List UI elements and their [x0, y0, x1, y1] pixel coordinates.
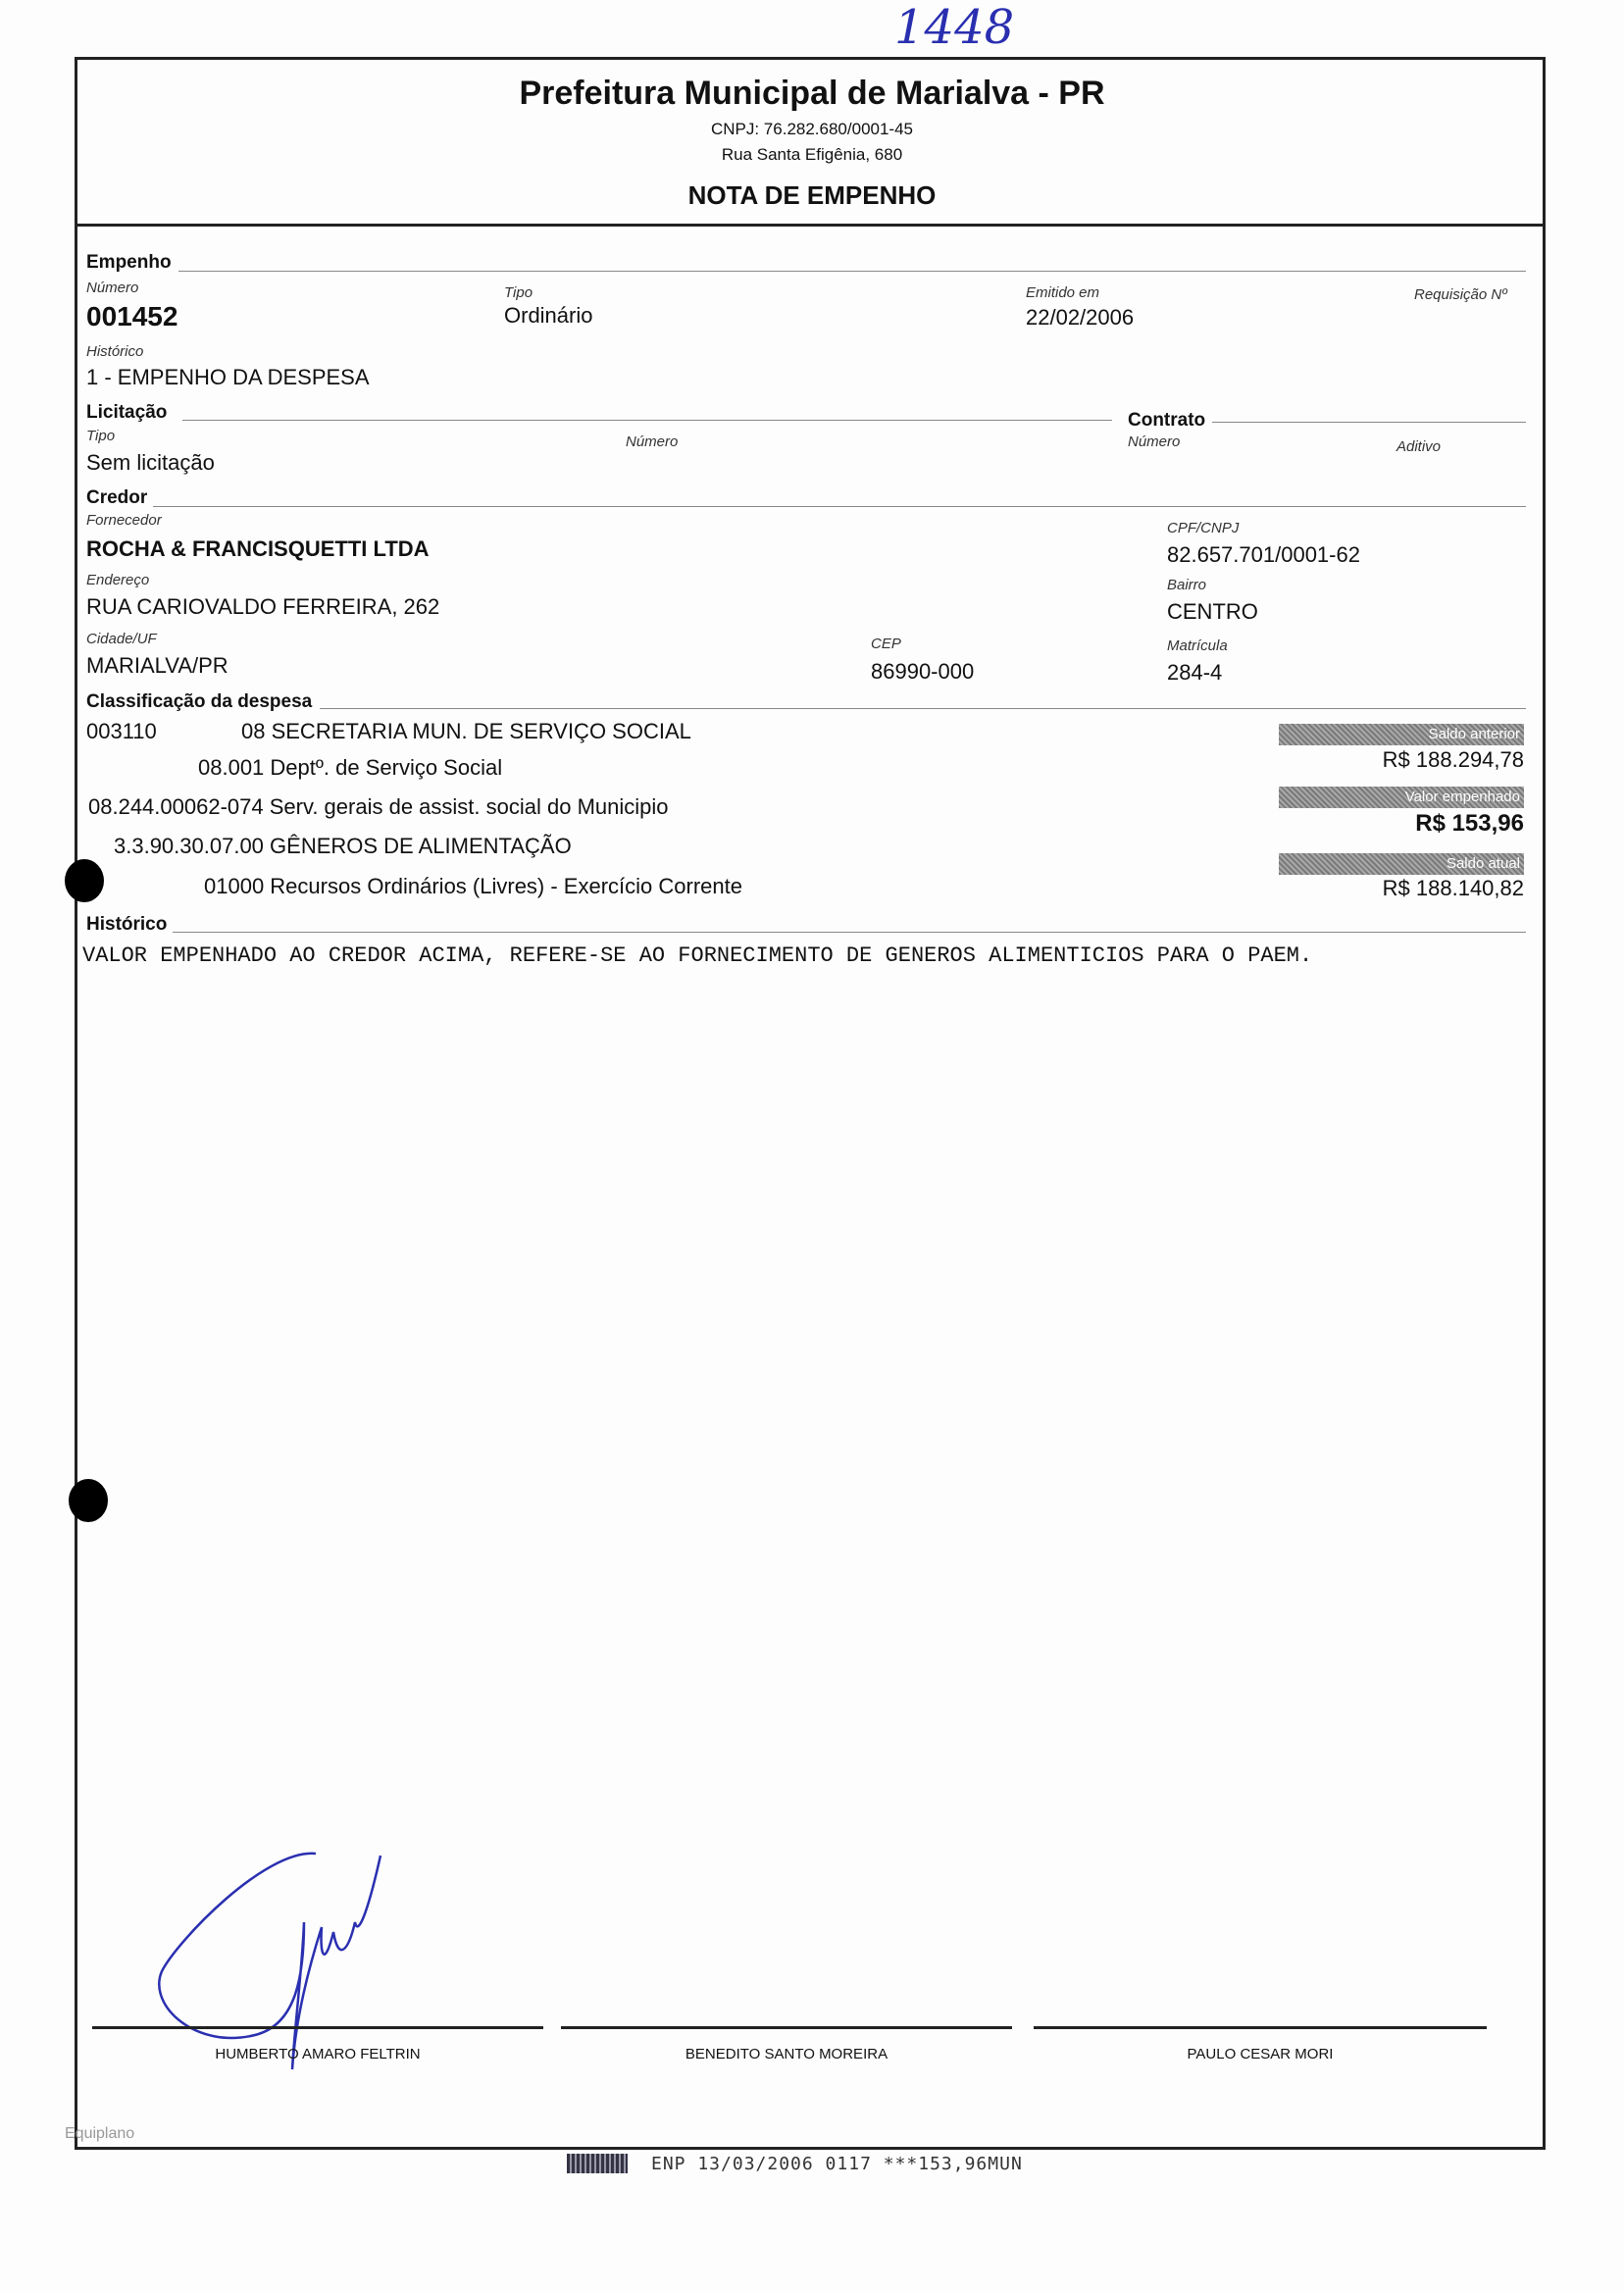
signatory-2: BENEDITO SANTO MOREIRA [685, 2046, 888, 2062]
endereco-value: RUA CARIOVALDO FERREIRA, 262 [86, 594, 440, 619]
section-rule [1212, 422, 1526, 423]
cnpj-text: CNPJ: 76.282.680/0001-45 [710, 120, 914, 138]
section-historico: Histórico [86, 914, 168, 935]
classificacao-code: 003110 [86, 719, 157, 743]
emitido-label: Emitido em [1026, 284, 1100, 301]
section-rule [178, 271, 1526, 272]
cpf-value: 82.657.701/0001-62 [1167, 542, 1360, 567]
classificacao-elemento: 3.3.90.30.07.00 GÊNEROS DE ALIMENTAÇÃO [114, 834, 572, 858]
section-contrato: Contrato [1128, 410, 1206, 431]
header-divider [75, 224, 1543, 227]
fornecedor-name: ROCHA & FRANCISQUETTI LTDA [86, 536, 430, 561]
section-rule [173, 932, 1526, 933]
matricula-label: Matrícula [1167, 637, 1228, 654]
bairro-label: Bairro [1167, 577, 1207, 593]
address-text: Rua Santa Efigênia, 680 [721, 145, 903, 164]
valor-empenhado-label: Valor empenhado [1279, 787, 1524, 808]
section-rule [182, 420, 1112, 421]
licitacao-numero-label: Número [626, 433, 679, 450]
contrato-numero-label: Número [1128, 433, 1181, 450]
empenho-numero: 001452 [86, 301, 178, 331]
handwritten-signature [147, 1834, 441, 2109]
valor-empenhado-value: R$ 153,96 [1415, 810, 1524, 837]
classificacao-secretaria: 08 SECRETARIA MUN. DE SERVIÇO SOCIAL [241, 719, 691, 743]
licitacao-tipo-label: Tipo [86, 428, 116, 444]
punch-hole [69, 1479, 108, 1522]
fornecedor-label: Fornecedor [86, 512, 162, 529]
contrato-aditivo-label: Aditivo [1396, 438, 1442, 455]
historico-label: Histórico [86, 343, 144, 360]
classificacao-funcional: 08.244.00062-074 Serv. gerais de assist. social do Municipio [88, 794, 669, 819]
cpf-label: CPF/CNPJ [1167, 520, 1240, 536]
licitacao-tipo: Sem licitação [86, 450, 215, 475]
section-rule [153, 506, 1526, 507]
signature-line [561, 2026, 1012, 2029]
page-title: Prefeitura Municipal de Marialva - PR [519, 75, 1105, 112]
bairro-value: CENTRO [1167, 599, 1258, 624]
section-empenho: Empenho [86, 252, 172, 273]
tipo-label: Tipo [504, 284, 533, 301]
cidade-label: Cidade/UF [86, 631, 157, 647]
historico-text: VALOR EMPENHADO AO CREDOR ACIMA, REFERE-SE AO FORNECIMENTO DE GENEROS ALIMENTICIOS PARA O PAEM. [82, 943, 1313, 968]
bank-stamp-icon [567, 2154, 628, 2173]
empenho-tipo: Ordinário [504, 303, 593, 328]
document-title: NOTA DE EMPENHO [687, 180, 937, 210]
saldo-atual-value: R$ 188.140,82 [1382, 876, 1524, 900]
software-label: Equiplano [65, 2125, 135, 2142]
section-licitacao: Licitação [86, 402, 168, 423]
endereco-label: Endereço [86, 572, 150, 588]
classificacao-recurso: 01000 Recursos Ordinários (Livres) - Exercício Corrente [204, 874, 742, 898]
saldo-anterior-label: Saldo anterior [1279, 724, 1524, 745]
classificacao-departamento: 08.001 Deptº. de Serviço Social [198, 755, 503, 780]
cep-value: 86990-000 [871, 659, 975, 684]
section-rule [320, 708, 1526, 709]
section-classificacao: Classificação da despesa [86, 691, 313, 712]
emitido-date: 22/02/2006 [1026, 305, 1135, 330]
requisicao-label: Requisição Nº [1414, 286, 1507, 303]
matricula-value: 284-4 [1167, 660, 1223, 685]
empenho-historico: 1 - EMPENHO DA DESPESA [86, 365, 370, 389]
saldo-atual-label: Saldo atual [1279, 853, 1524, 875]
bank-stamp-text: ENP 13/03/2006 0117 ***153,96MUN [651, 2154, 1023, 2174]
handwritten-page-number: 1448 [894, 0, 1015, 55]
cep-label: CEP [871, 636, 901, 652]
section-credor: Credor [86, 487, 148, 508]
saldo-anterior-value: R$ 188.294,78 [1382, 747, 1524, 772]
numero-label: Número [86, 280, 139, 296]
punch-hole [65, 859, 104, 902]
signature-line [92, 2026, 543, 2029]
signature-line [1034, 2026, 1487, 2029]
signatory-3: PAULO CESAR MORI [1187, 2046, 1334, 2062]
signatory-1: HUMBERTO AMARO FELTRIN [215, 2046, 421, 2062]
cidade-value: MARIALVA/PR [86, 653, 228, 678]
